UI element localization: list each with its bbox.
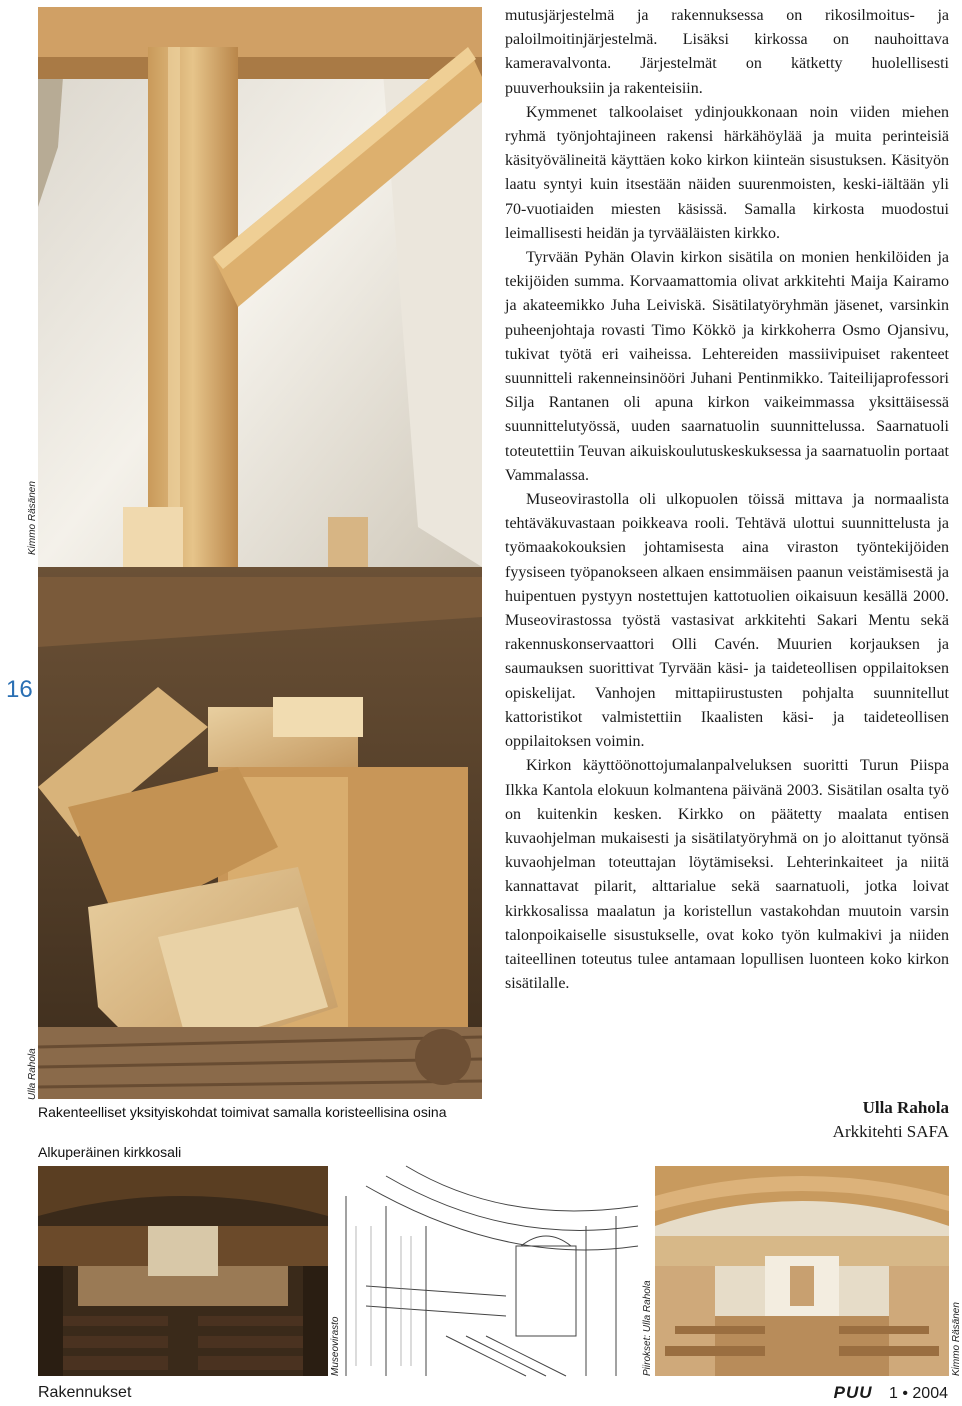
author-name: Ulla Rahola	[862, 1098, 949, 1117]
photo-credit-kimmo-bottom: Kimmo Räsänen	[951, 1302, 962, 1376]
wooden-structure-photo	[38, 7, 482, 1099]
interior-drawing	[346, 1166, 638, 1376]
author-title: Arkkitehti SAFA	[832, 1122, 949, 1141]
photo-caption-main: Rakenteelliset yksityiskohdat toimivat samalla koristeellisina osina	[38, 1104, 447, 1120]
original-church-hall-photo	[38, 1166, 328, 1376]
photo-credit-ulla: Ulla Rahola	[27, 1048, 38, 1100]
paragraph-5: Kirkon käyttöönottojumalanpalveluksen suoritti Turun Piispa Ilkka Kantola elokuun kolmantena päivänä 2003. Sisätilan osalta työ on kuitenkin kesken. Kirkko on päätetty maalata entisen kuvaohjelman mukaisesti ja sisätilatyöryhmä on jo aloittanut työnsä kuvaohjelman toteuttajan löytämiseksi. Lehterinkaiteet ja niitä kannattavat pilarit, alttarialue sekä saarnatuoli, jotka loivat kirkkosalissa maalatun ja koristellun vastakohdan muutoin varsin talonpoikaiselle sisustukselle, ovat koko työn kulmakivi ja niiden taiteellinen toteutus tulee antamaan lopullisen luonteen koko kirkon sisätilalle.	[505, 757, 949, 993]
page-number: 16	[6, 676, 33, 703]
author-block	[833, 1096, 949, 1144]
photo-credit-museovirasto: Museovirasto	[330, 1316, 341, 1376]
paragraph-2: Kymmenet talkoolaiset ydinjoukkonaan noin viiden miehen ryhmä työnjohtajineen rakensi härkähöylää ja muita perinteisiä käsityövälineitä käyttäen koko kirkon kiinteän sisustuksen. Käsityön laatu syntyi kuin itsestään näiden suurenmoisten, keski-iältään yli 70-vuotiaiden miesten käsissä. Samalla kirkosta muodostui leimallisesti heidän ja tyrvääläisten kirkko.	[505, 103, 949, 242]
paragraph-4: Museovirastolla oli ulkopuolen töissä mittava ja normaalista tehtäväkuvastaan poikkeava rooli. Tehtävä ulottui suunnittelusta ja työmaakokouksien johtamisesta aina viraston työntekijöiden fyysiseen työpanokseen alkaen ensimmäisen paanun veistämisestä ja huipentuen pystyyn nostettujen kattotuolien oikaisuun kesällä 2000. Museovirastossa työstä vastasivat arkkitehti Sakari Mentu sekä rakennuskonservaattori Olli Cavén. Muurien korjauksen ja saumauksen suorittivat Tyrvään käsi- ja taideteollisen oppilaitoksen opiskelijat. Vanhojen mittapiirustusten pohjalta suunnitellut kattoristikot valmistettiin Ikaalisten käsi- ja taideteollisen oppilaitoksen voimin.	[505, 491, 949, 751]
magazine-issue	[834, 1383, 948, 1403]
magazine-logo: PUU	[833, 1383, 873, 1402]
photo-caption-bottom: Alkuperäinen kirkkosali	[38, 1144, 182, 1160]
article-body	[505, 4, 949, 996]
paragraph-3: Tyrvään Pyhän Olavin kirkon sisätila on monien henkilöiden ja tekijöiden summa. Korvaamattomia olivat arkkitehti Maija Kairamo ja akateemikko Juha Leiviskä. Sisätilatyöryhmän jäsenet, varsinkin puheenjohtaja rovasti Timo Kökkö ja kirkkoherra Osmo Ojansivu, tukivat työtä eri vaiheissa. Lehtereiden massiivipuiset rakenteet suunnitteli rakenneinsinööri Juhani Pentinmikko. Taiteilijaprofessori Silja Rantanen oli apuna kirkon vaikeimmassa yksittäisessä suunnittelutyössä, uuden saarnatuolin suunnittelussa. Saarnatuoli toteutettiin Teuvan aikuiskoulutuskeskuksessa ja saarnatuolin portaat Vammalassa.	[505, 249, 949, 484]
drawing-credit: Piirokset: Ulla Rahola	[642, 1280, 653, 1376]
issue-number: 1 • 2004	[889, 1385, 948, 1402]
photo-credit-kimmo-top: Kimmo Räsänen	[27, 481, 38, 555]
section-label: Rakennukset	[38, 1384, 132, 1401]
paragraph-1: mutusjärjestelmä ja rakennuksessa on rikosilmoitus- ja paloilmoitinjärjestelmä. Lisäksi kirkossa on nauhoittava kameravalvonta. Järjestelmät on kätketty huolellisesti puuverhouksiin ja rakenteisiin.	[505, 7, 949, 97]
restored-church-hall-photo	[655, 1166, 949, 1376]
